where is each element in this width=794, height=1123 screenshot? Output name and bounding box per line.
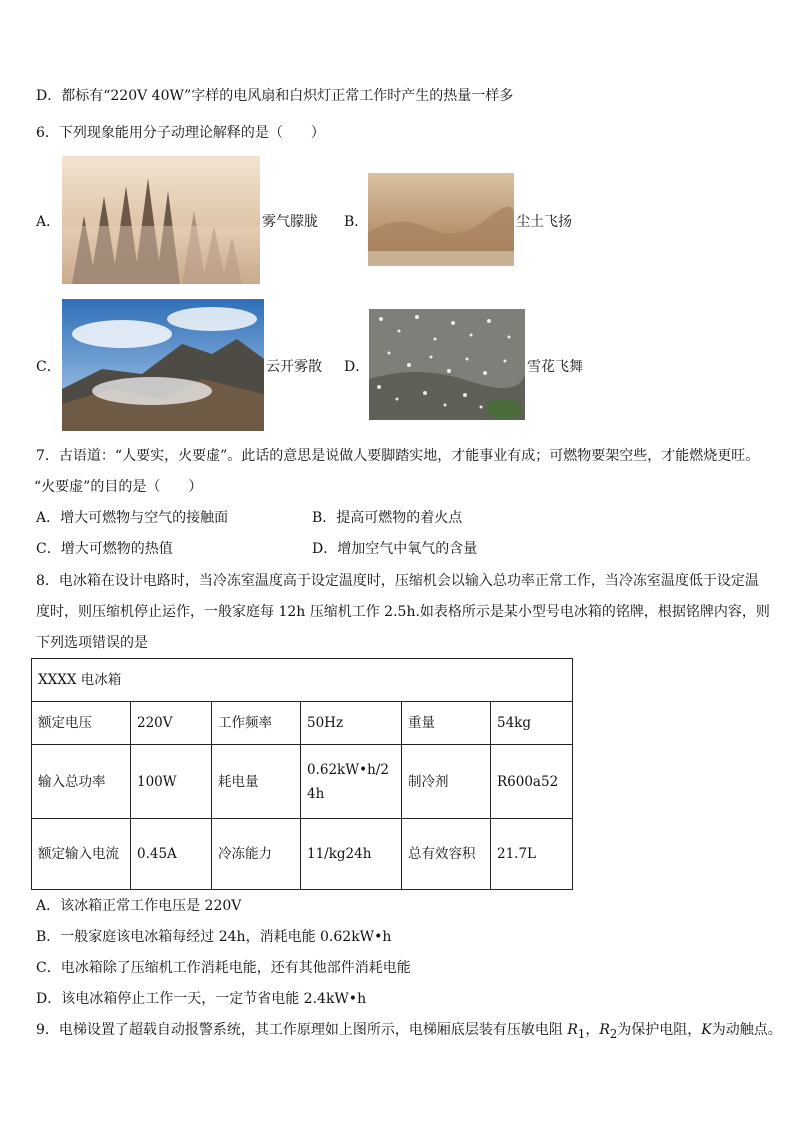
table-cell: 工作频率 xyxy=(212,702,301,745)
r1-subscript: 1 xyxy=(577,1026,586,1041)
table-cell: 冷冻能力 xyxy=(212,819,301,890)
table-cell: 耗电量 xyxy=(212,745,301,819)
table-row xyxy=(32,745,573,819)
q7-option-d: D．增加空气中氧气的含量 xyxy=(312,541,478,557)
fog-forest-photo xyxy=(62,156,260,284)
fridge-nameplate-table xyxy=(31,658,573,890)
q6-option-d-label: D． xyxy=(344,359,370,375)
q8-option-c: C．电冰箱除了压缩机工作消耗电能，还有其他部件消耗电能 xyxy=(36,960,411,976)
q7-option-a: A．增大可燃物与空气的接触面 xyxy=(36,510,229,526)
q7-stem-line2: “火要虚”的目的是（ ） xyxy=(34,479,203,495)
table-cell: 制冷剂 xyxy=(402,745,491,819)
r1-symbol: R xyxy=(567,1022,578,1038)
q6-stem: 6．下列现象能用分子动理论解释的是（ ） xyxy=(36,125,325,141)
snowfall-photo xyxy=(369,309,525,420)
table-cell: 50Hz xyxy=(301,702,402,745)
table-cell: 输入总功率 xyxy=(32,745,131,819)
table-row xyxy=(32,702,573,745)
table-cell: 100W xyxy=(131,745,212,819)
k-symbol: K xyxy=(701,1022,712,1038)
q8-option-b: B．一般家庭该电冰箱每经过 24h，消耗电能 0.62kW•h xyxy=(36,929,392,945)
q9-separator: ， xyxy=(585,1022,600,1038)
q9-stem-part-c: 为动触点。 xyxy=(711,1022,782,1038)
q6-option-a-label: A． xyxy=(36,214,61,230)
q8-option-a: A．该冰箱正常工作电压是 220V xyxy=(36,898,242,914)
mountain-clouds-photo xyxy=(62,299,264,431)
table-cell: 额定电压 xyxy=(32,702,131,745)
table-title: XXXX 电冰箱 xyxy=(32,659,573,702)
table-cell: 总有效容积 xyxy=(402,819,491,890)
q9-stem-part-b: 为保护电阻， xyxy=(617,1022,702,1038)
q6-option-c-label: C． xyxy=(36,359,61,375)
table-cell: 重量 xyxy=(402,702,491,745)
q9-stem-part-a: 9．电梯设置了超载自动报警系统，其工作原理如上图所示，电梯厢底层装有压敏电阻 xyxy=(36,1022,568,1038)
q8-stem-line3: 下列选项错误的是 xyxy=(36,635,148,651)
q8-stem-line2: 度时，则压缩机停止运作，一般家庭每 12h 压缩机工作 2.5h.如表格所示是某小型号电冰箱的铭牌，根据铭牌内容，则 xyxy=(36,604,770,620)
q6-option-b-caption: 尘土飞扬 xyxy=(516,214,572,230)
q8-option-d: D．该电冰箱停止工作一天，一定节省电能 2.4kW•h xyxy=(36,991,367,1007)
table-cell: R600a52 xyxy=(491,745,573,819)
q7-stem-line1: 7．古语道：“人要实，火要虚”。此话的意思是说做人要脚踏实地，才能事业有成；可燃物要架空些，才能燃烧更旺。 xyxy=(36,448,760,464)
table-cell: 21.7L xyxy=(491,819,573,890)
table-cell: 220V xyxy=(131,702,212,745)
table-cell: 额定输入电流 xyxy=(32,819,131,890)
table-cell: 54kg xyxy=(491,702,573,745)
r2-subscript: 2 xyxy=(609,1026,618,1041)
q8-stem-line1: 8．电冰箱在设计电路时，当冷冻室温度高于设定温度时，压缩机会以输入总功率正常工作，当冷冻室温度低于设定温 xyxy=(36,573,759,589)
table-row xyxy=(32,819,573,890)
r2-symbol: R xyxy=(599,1022,610,1038)
q7-option-c: C．增大可燃物的热值 xyxy=(36,541,173,557)
q6-option-b-label: B． xyxy=(344,214,369,230)
q5-option-d: D．都标有“220V 40W”字样的电风扇和白炽灯正常工作时产生的热量一样多 xyxy=(36,88,514,104)
table-cell: 11/kg24h xyxy=(301,819,402,890)
q6-option-a-caption: 雾气朦胧 xyxy=(262,214,318,230)
dust-storm-photo xyxy=(368,173,514,266)
q6-option-c-caption: 云开雾散 xyxy=(266,359,322,375)
table-cell: 0.62kW•h/24h xyxy=(301,745,402,819)
table-cell: 0.45A xyxy=(131,819,212,890)
q9-stem xyxy=(36,1020,782,1044)
q7-option-b: B．提高可燃物的着火点 xyxy=(312,510,463,526)
q6-option-d-caption: 雪花飞舞 xyxy=(527,359,583,375)
